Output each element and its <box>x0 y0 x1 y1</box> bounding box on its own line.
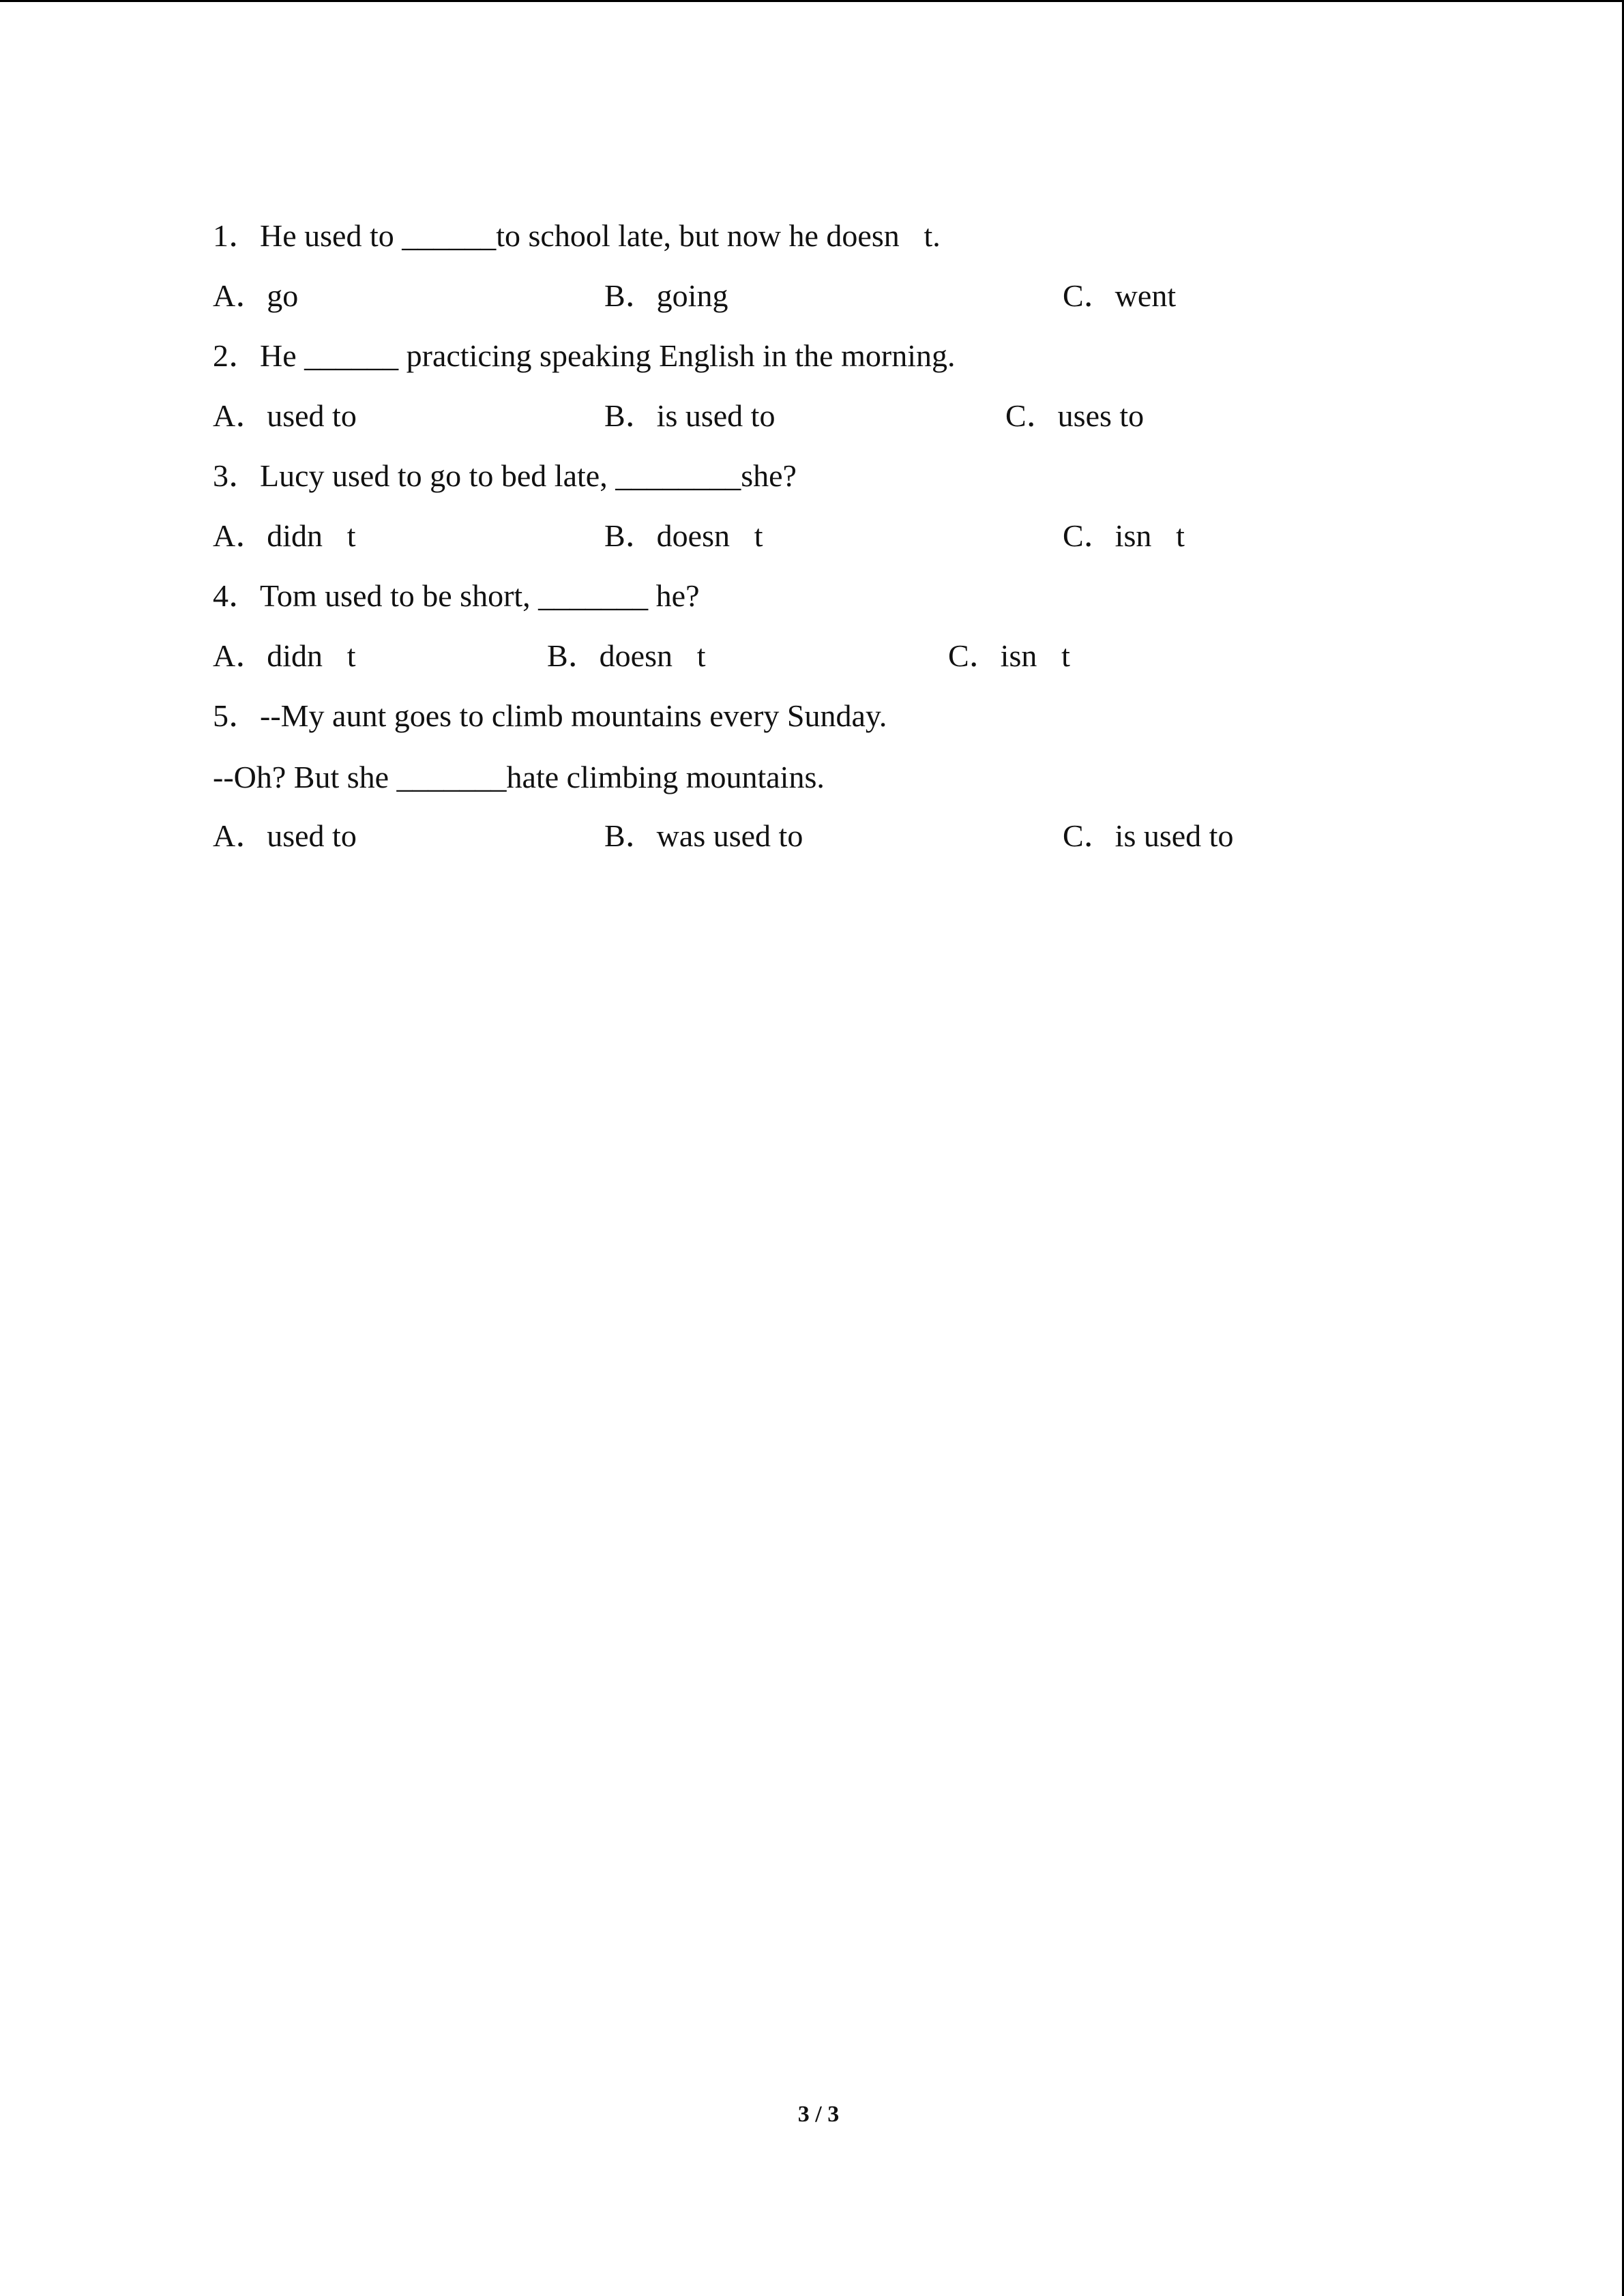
question-3-stem: 3．Lucy used to go to bed late, ________she? <box>213 458 797 493</box>
question-4-stem: 4．Tom used to be short, _______ he? <box>213 578 700 613</box>
question-1-option-a: A．go <box>213 278 299 313</box>
question-4-option-a: A．didn t <box>213 638 356 673</box>
question-1-option-b: B．going <box>604 278 728 313</box>
question-2-option-b: B．is used to <box>604 398 776 433</box>
question-1-stem: 1．He used to ______to school late, but now he doesn t. <box>213 218 941 253</box>
question-3-option-c: C．isn t <box>1063 518 1185 553</box>
question-1-option-c: C．went <box>1063 278 1177 313</box>
question-4-option-c: C．isn t <box>948 638 1070 673</box>
page-border-top <box>0 0 1624 2</box>
question-3-option-a: A．didn t <box>213 518 356 553</box>
question-2-option-c: C．uses to <box>1005 398 1145 433</box>
question-4-option-b: B．doesn t <box>547 638 706 673</box>
page-number: 3 / 3 <box>797 2102 840 2127</box>
question-3-option-b: B．doesn t <box>604 518 763 553</box>
question-2-option-a: A．used to <box>213 398 357 433</box>
question-2-stem: 2．He ______ practicing speaking English in the morning. <box>213 338 956 373</box>
question-5-option-b: B．was used to <box>604 818 803 853</box>
question-5-stem: 5．--My aunt goes to climb mountains every Sunday. <box>213 698 887 733</box>
question-5-option-a: A．used to <box>213 818 357 853</box>
question-5-option-c: C．is used to <box>1063 818 1234 853</box>
question-5-stem-reply: --Oh? But she _______hate climbing mountains. <box>213 760 825 794</box>
